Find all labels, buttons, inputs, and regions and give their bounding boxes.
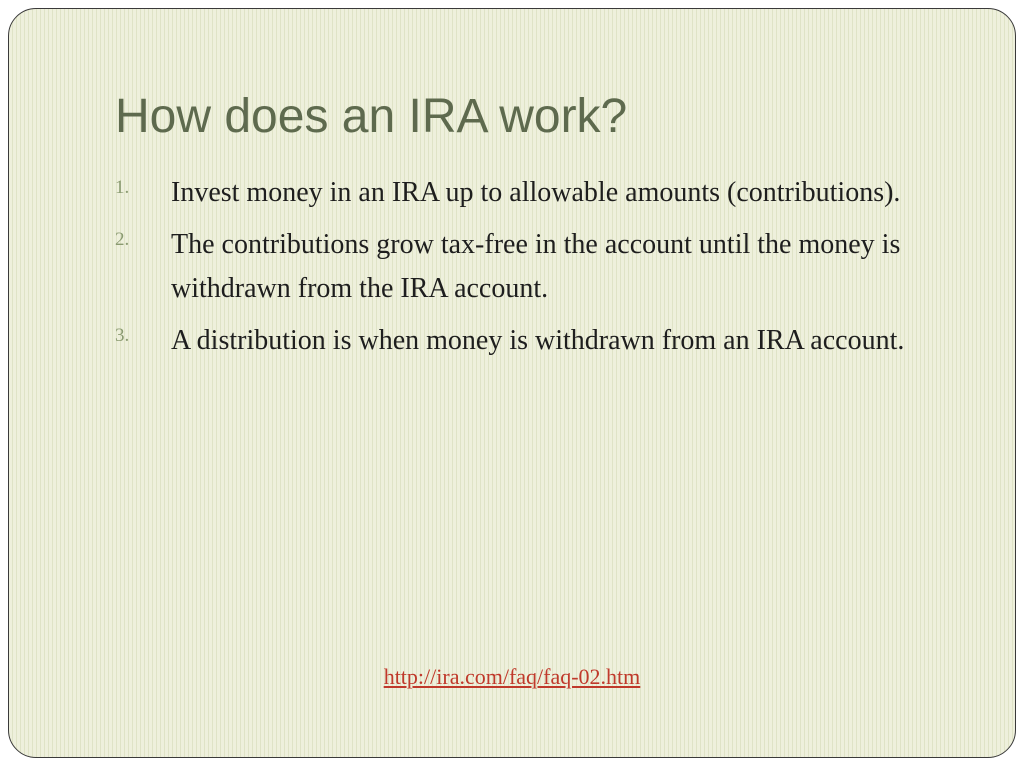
list-number: 1. bbox=[115, 177, 130, 198]
slide-title: How does an IRA work? bbox=[115, 90, 628, 143]
list-item bbox=[115, 223, 935, 311]
slide bbox=[8, 8, 1016, 758]
source-link[interactable]: http://ira.com/faq/faq-02.htm bbox=[383, 664, 641, 689]
bullet-list bbox=[115, 171, 935, 371]
list-number: 2. bbox=[115, 229, 130, 250]
list-number: 3. bbox=[115, 325, 130, 346]
list-item-text: The contributions grow tax-free in the account until the money is withdrawn from the IRA account. bbox=[171, 229, 901, 304]
list-item-text: Invest money in an IRA up to allowable amounts (contributions). bbox=[171, 177, 901, 208]
list-item bbox=[115, 319, 935, 363]
list-item bbox=[115, 171, 935, 215]
list-item-text: A distribution is when money is withdrawn from an IRA account. bbox=[171, 325, 905, 356]
